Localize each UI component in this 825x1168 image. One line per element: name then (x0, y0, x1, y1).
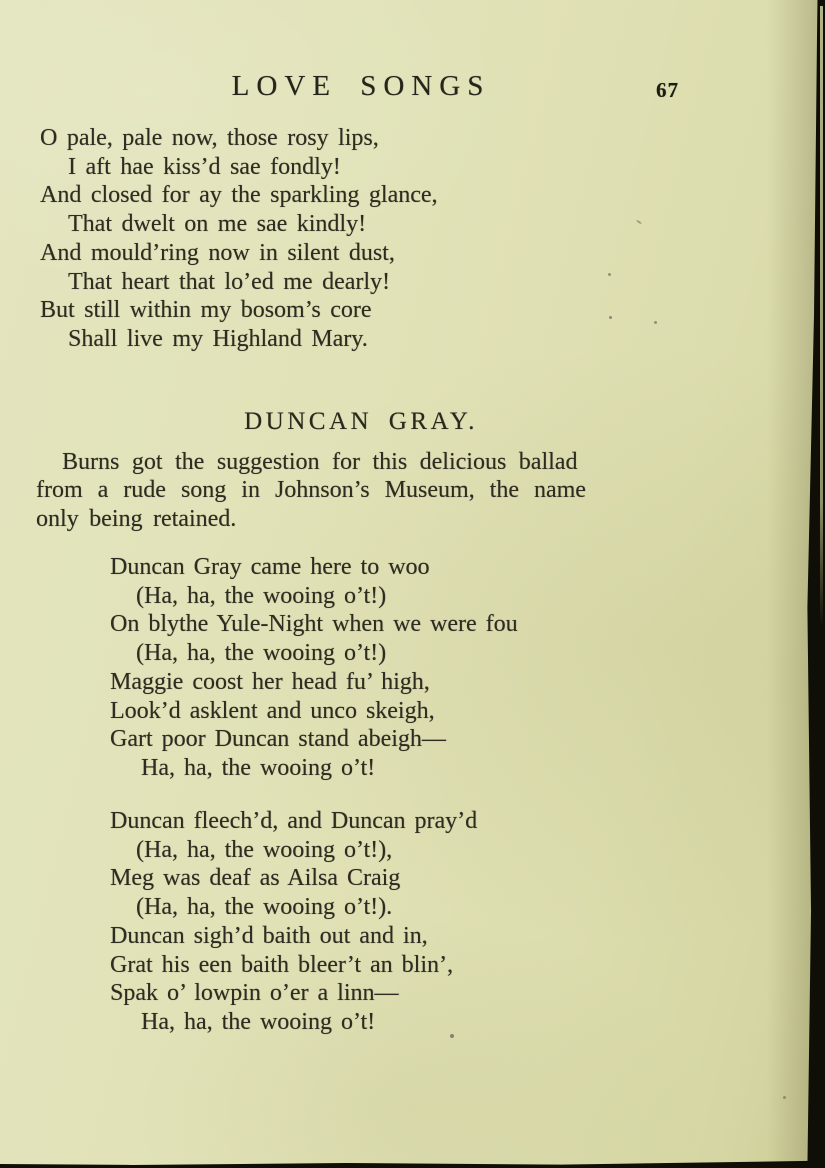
paper-speck (783, 1096, 786, 1099)
poem-line: Duncan sigh’d baith out and in, (110, 922, 428, 949)
page-edge-highlight (820, 6, 823, 626)
poem-line: And mould’ring now in silent dust, (40, 239, 395, 266)
poem-line: Maggie coost her head fu’ high, (110, 668, 430, 695)
poem-line: Ha, ha, the wooing o’t! (141, 754, 376, 781)
poem-line: Spak o’ lowpin o’er a linn— (110, 980, 399, 1007)
paper-speck (654, 321, 657, 324)
poem-line: I aft hae kiss’d sae fondly! (68, 153, 341, 180)
poem-line: Shall live my Highland Mary. (68, 325, 368, 352)
poem-line: O pale, pale now, those rosy lips, (40, 125, 379, 151)
poem-line: But still within my bosom’s core (40, 297, 372, 324)
paragraph-line: Burns got the suggestion for this delicious ballad (62, 449, 578, 475)
poem-line: That heart that lo’ed me dearly! (68, 268, 391, 295)
paragraph-line: from a rude song in Johnson’s Museum, the name (36, 477, 586, 504)
scan-edge-bottom (0, 1160, 825, 1168)
poem-line: (Ha, ha, the wooing o’t!) (136, 582, 387, 609)
intro-paragraph (36, 448, 692, 533)
page-number: 67 (656, 78, 679, 102)
stanza-duncan-gray-1 (110, 553, 518, 783)
poem-line: Ha, ha, the wooing o’t! (141, 1008, 376, 1035)
section-heading-duncan-gray: DUNCAN GRAY. (244, 408, 478, 435)
poem-line: (Ha, ha, the wooing o’t!) (136, 640, 387, 667)
paper-speck (608, 273, 611, 276)
poem-line: Look’d asklent and unco skeigh, (110, 697, 435, 724)
stanza-duncan-gray-2 (110, 807, 477, 1037)
running-head-title: LOVE SONGS (231, 70, 491, 102)
paragraph-line: only being retained. (36, 505, 237, 532)
poem-line: Duncan fleech’d, and Duncan pray’d (110, 808, 478, 834)
poem-line: On blythe Yule-Night when we were fou (110, 611, 518, 638)
paper-speck (609, 316, 612, 319)
poem-line: (Ha, ha, the wooing o’t!), (136, 836, 393, 863)
poem-line: Grat his een baith bleer’t an blin’, (110, 951, 454, 978)
paper-speck (450, 1034, 454, 1038)
poem-line: And closed for ay the sparkling glance, (40, 182, 438, 209)
poem-line: (Ha, ha, the wooing o’t!). (136, 894, 393, 921)
poem-line: Meg was deaf as Ailsa Craig (110, 865, 401, 892)
poem-line: That dwelt on me sae kindly! (68, 211, 367, 238)
poem-line: Gart poor Duncan stand abeigh— (110, 726, 446, 753)
stanza-highland-mary (40, 124, 438, 354)
poem-line: Duncan Gray came here to woo (110, 554, 430, 580)
paper-speck (636, 219, 642, 224)
